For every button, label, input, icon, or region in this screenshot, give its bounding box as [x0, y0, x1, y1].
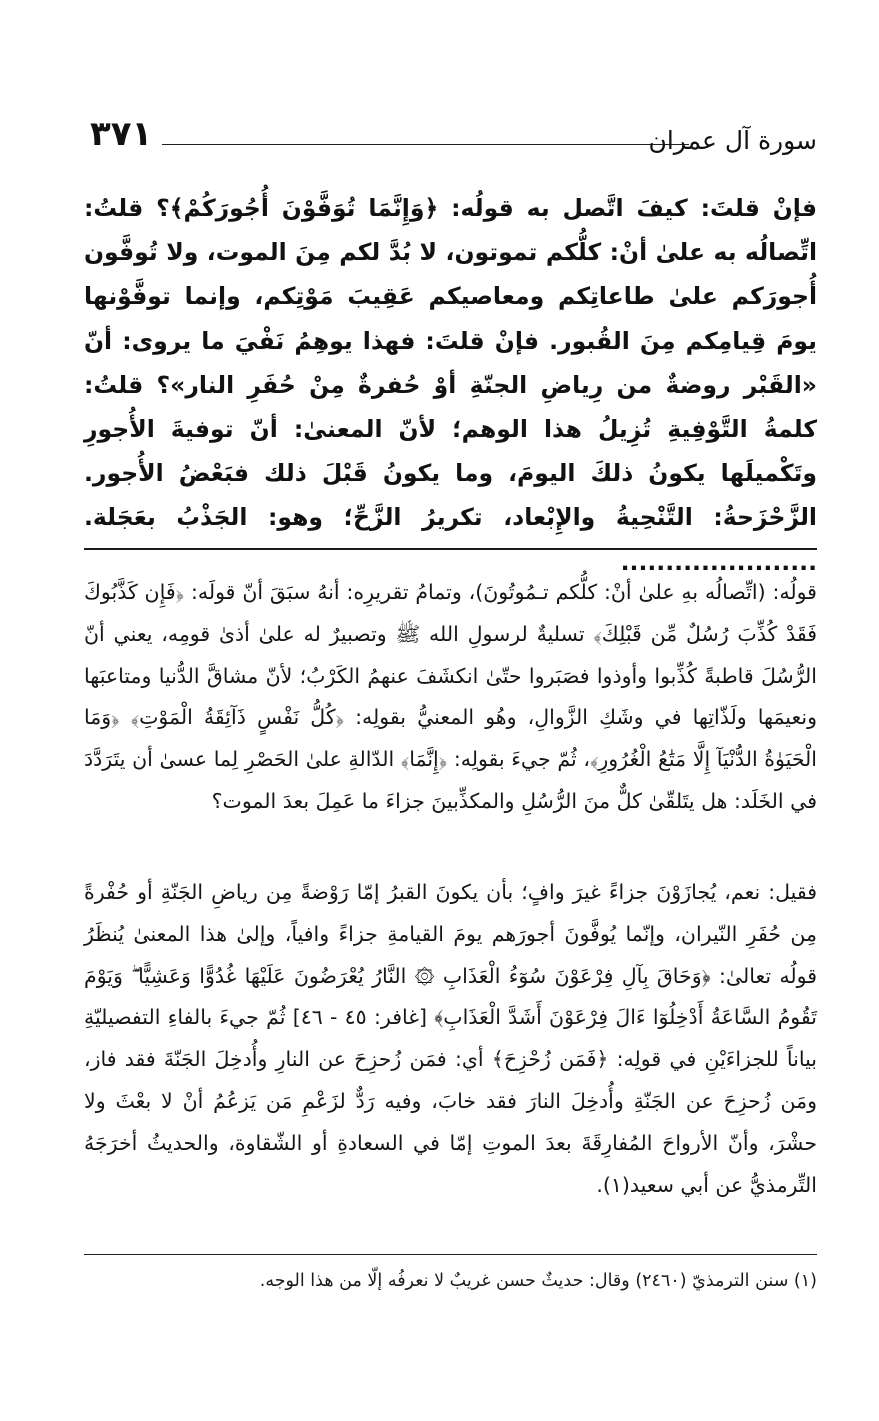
main-text: [84, 186, 817, 584]
surah-title: سورة آل عمران: [648, 126, 817, 155]
header-rule: [162, 144, 689, 145]
main-paragraph: فإنْ قلتَ: كيفَ اتَّصل به قولُه: ﴿وَإِنَّمَا تُوَفَّوْنَ أُجُورَكُمْ﴾؟ قلتُ: اتِّصالُه به علىٰ أنْ: كلُّكم تموتون، لا بُدَّ لكم مِنَ الموت، ولا تُوفَّون أُجورَكم علىٰ طاعاتِكم ومعاصيكم عَقِيبَ مَوْتِكم، وإنما توفَّوْنها يومَ قِيامِكم مِنَ القُبور. فإنْ قلتَ: فهذا يوهِمُ نَفْيَ ما يروى: أنّ «القَبْر روضةٌ من رِياضِ الجنّةِ أوْ حُفرةٌ مِنْ حُفَرِ النار»؟ قلتُ: كلمةُ التَّوْفِيةِ تُزِيلُ هذا الوهم؛ لأنّ المعنىٰ: أنّ توفيةَ الأُجورِ وتَكْميلَها يكونُ ذلكَ اليومَ، وما يكونُ قَبْلَ ذلك فبَعْضُ الأُجور. الزَّحْزَحةُ: التَّنْحِيةُ والإِبْعاد، تكريرُ الزَّحِّ؛ وهو: الجَذْبُ بعَجَلة. ......................: [84, 194, 817, 576]
commentary-paragraph: فقيل: نعم، يُجازَوْنَ جزاءً غيرَ وافٍ؛ بأن يكونَ القبرُ إمّا رَوْضةً مِن رياضِ الجَنّةِ أو حُفْرةً مِن حُفَرِ النّيران، وإنّما يُوفَّونَ أجورَهم يومَ القيامةِ جزاءً وافياً، وإلىٰ هذا المعنىٰ يُنظَرُ قولُه تعالىٰ: ﴿وَحَاقَ بِآلِ فِرْعَوْنَ سُوٓءُ الْعَذَابِ ۞ النَّارُ يُعْرَضُونَ عَلَيْهَا غُدُوًّا وَعَشِيًّا ۖ وَيَوْمَ تَقُومُ السَّاعَةُ أَدْخِلُوٓا ءَالَ فِرْعَوْنَ أَشَدَّ الْعَذَابِ﴾ [غافر: ٤٥ - ٤٦] ثُمّ جيءَ بالفاءِ التفصيليّةِ بياناً للجزاءَيْنِ في قولِه: ﴿فَمَن زُحْزِحَ﴾ أي: فمَن زُحزِحَ عن النارِ وأُدخِلَ الجَنّةَ فقد فاز، ومَن زُحزِحَ عن الجَنّةِ وأُدخِلَ النارَ فقد خابَ، وفيه رَدٌّ لزَعْمِ مَن يَزعُمُ أنْ لا بعْثَ ولا حشْرَ، وأنّ الأرواحَ المُفارِقَةَ بعدَ الموتِ إمّا في السعادةِ أو الشّقاوة، والحديثُ أخرَجَهُ التِّرمذيُّ عن أبي سعيد(١).: [84, 880, 817, 1197]
main-text-divider: [84, 548, 817, 550]
page-header: [84, 108, 817, 168]
footnote: [84, 1266, 817, 1296]
commentary-paragraph: قولُه: (اتِّصالُه بهِ علىٰ أنْ: كلُّكم تـمُوتُونَ)، وتمامُ تقريرِه: أنهُ سبَقَ أنّ قولَه: ﴿فَإِن كَذَّبُوكَ فَقَدْ كُذِّبَ رُسُلٌ مِّن قَبْلِكَ﴾ تسليةٌ لرسولِ الله ﷺ وتصبيرٌ له علىٰ أذىٰ قومِه، يعني أنّ الرُّسُلَ قاطبةً كُذِّبوا وأوذوا فصَبَروا حتّىٰ انكشَفَ عنهمُ الكَرْبُ؛ لأنّ مشاقَّ الدُّنيا ومتاعبَها ونعيمَها ولَذّاتِها في وشَكِ الزَّوالِ، وهُو المعنيُّ بقولِه: ﴿كُلُّ نَفْسٍ ذَآئِقَةُ الْمَوْتِ﴾ ﴿وَمَا الْحَيَوٰةُ الدُّنْيَآ إِلَّا مَتَٰعُ الْغُرُورِ﴾، ثُمّ جيءَ بقولِه: ﴿إِنَّمَا﴾ الدّالةِ علىٰ الحَصْرِ لِما عسىٰ أن يتَرَدَّدَ في الخَلَد: هل يتَلقّىٰ كلٌّ منَ الرُّسُلِ والمكذِّبينَ جزاءَ ما عَمِلَ بعدَ الموت؟: [84, 580, 817, 813]
page-number: ٣٧١: [90, 114, 153, 154]
footnote-text: (١) سنن الترمذيّ (٢٤٦٠) وقال: حديثٌ حسن غريبٌ لا نعرفُه إلّا من هذا الوجه.: [259, 1271, 817, 1291]
commentary-block-1: [84, 572, 817, 823]
commentary-block-2: [84, 872, 817, 1206]
footnote-divider: [84, 1254, 817, 1255]
